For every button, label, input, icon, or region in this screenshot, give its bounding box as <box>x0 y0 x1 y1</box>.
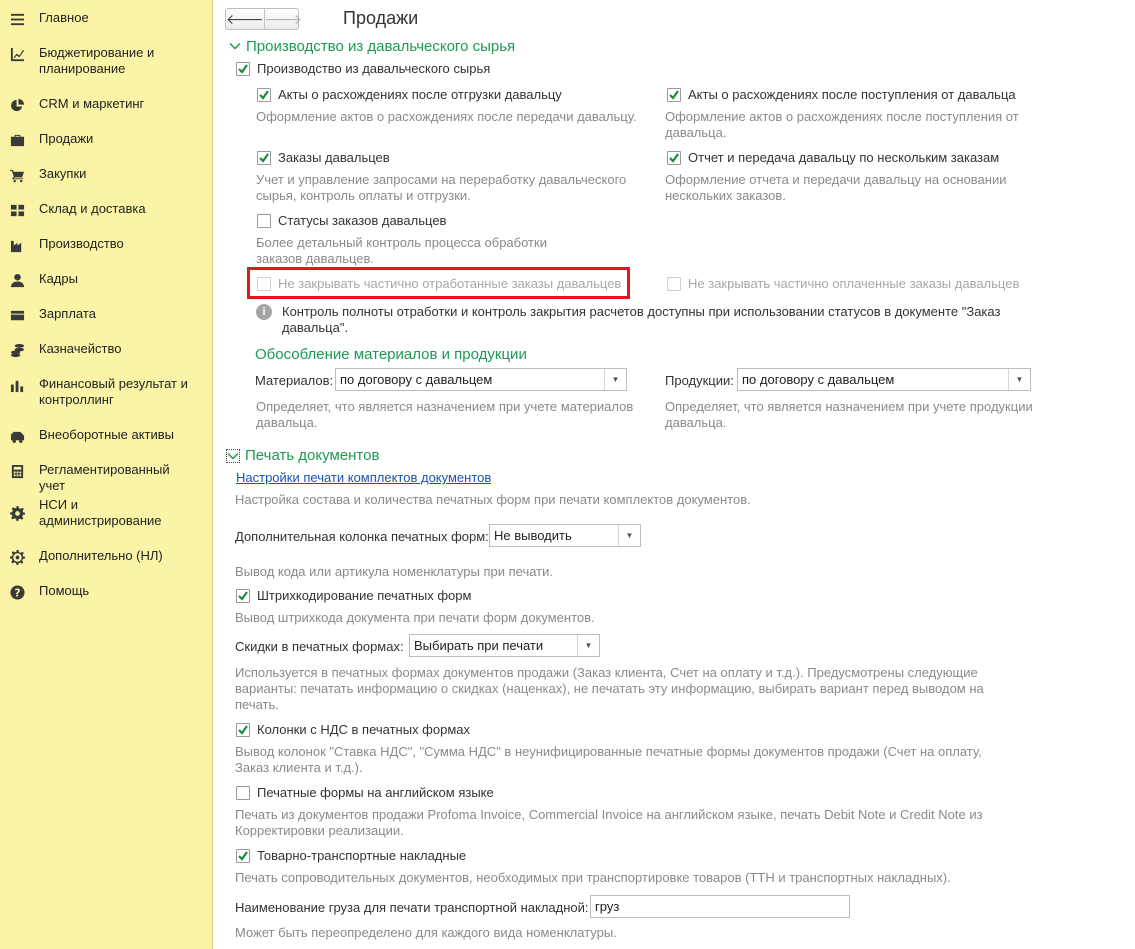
sidebar-item-label: НСИ и администрирование <box>39 497 162 528</box>
section-tolling-header[interactable] <box>229 38 515 55</box>
factory-icon <box>9 237 25 253</box>
checkbox-checked <box>236 723 250 737</box>
sidebar-item-label: Казначейство <box>39 341 122 356</box>
gear-outline-icon <box>9 549 25 565</box>
section-title: Производство из давальческого сырья <box>246 38 516 55</box>
sidebar-item-purchases[interactable] <box>0 166 212 183</box>
sidebar-item-sales[interactable] <box>0 131 212 148</box>
sidebar-item-help[interactable] <box>0 583 212 600</box>
hint-materials: Определяет, что является назначением при учете материалов давальца. <box>256 399 634 430</box>
sidebar-item-regulated[interactable] <box>0 462 212 494</box>
sidebar-item-label: Дополнительно (НЛ) <box>39 548 163 563</box>
kit-settings-link[interactable]: Настройки печати комплектов документов <box>236 470 492 485</box>
discounts-label: Скидки в печатных формах: <box>235 639 404 654</box>
checkbox-waybills[interactable]: Товарно-транспортные накладные <box>236 848 466 863</box>
wallet-icon <box>9 307 25 323</box>
sidebar-item-label: Внеоборотные активы <box>39 427 175 442</box>
cart-icon <box>9 167 25 183</box>
hint-vat-columns: Вывод колонок "Ставка НДС", "Сумма НДС" в неунифицированные печатные формы документов продажи (Счет на оплату, Заказ клиента и т.д.). <box>235 744 982 775</box>
sidebar-item-financial[interactable] <box>0 376 212 408</box>
bar-chart-icon <box>9 377 25 393</box>
coins-icon <box>9 342 25 358</box>
checkbox-no-close-processed[interactable]: Не закрывать частично отработанные заказы давальцев <box>257 276 621 291</box>
sidebar-item-warehouse[interactable] <box>0 201 212 218</box>
dropdown-arrow-icon[interactable]: ▼ <box>577 635 599 656</box>
sidebar-item-crm[interactable] <box>0 96 212 113</box>
sidebar-item-label: Производство <box>39 236 124 251</box>
help-icon <box>9 584 25 600</box>
sidebar-item-salary[interactable] <box>0 306 212 323</box>
hint-report-multi: Оформление отчета и передачи давальцу на основании нескольких заказов. <box>665 172 1007 203</box>
extra-column-label: Дополнительная колонка печатных форм: <box>235 529 489 544</box>
pie-chart-icon <box>9 97 25 113</box>
materials-label: Материалов: <box>255 373 334 388</box>
budget-chart-icon <box>9 46 25 62</box>
hint-discounts: Используется в печатных формах документов продажи (Заказ клиента, Счет на оплату и т.д.). Предусмотрены следующие варианты: печатать информацию о скидках (наценках), не печатать эту информацию, выбирать вариант перед выводом на печать. <box>235 665 984 712</box>
arrow-right-icon: 🡒 <box>264 10 303 27</box>
nav-buttons <box>225 8 303 30</box>
extra-column-select[interactable]: Не выводить ▼ <box>489 524 641 547</box>
checkbox-vat-columns[interactable]: Колонки с НДС в печатных формах <box>236 722 470 737</box>
svg-text:?: ? <box>14 586 20 599</box>
checkbox-tolling-orders[interactable]: Заказы давальцев <box>257 150 390 165</box>
sidebar-item-production[interactable] <box>0 236 212 253</box>
hint-products: Определяет, что является назначением при учете продукции давальца. <box>665 399 1033 430</box>
forward-button[interactable] <box>264 9 303 29</box>
checkbox-checked <box>667 151 681 165</box>
briefcase-icon <box>9 132 25 148</box>
sidebar-item-label: Зарплата <box>39 306 96 321</box>
section-title: Печать документов <box>245 447 380 464</box>
gear-icon <box>9 505 25 521</box>
grid-icon <box>9 202 25 218</box>
hint-english-forms: Печать из документов продажи Profoma Invoice, Commercial Invoice на английском языке, печать Debit Note и Credit Note из Корректировки реализации. <box>235 807 983 838</box>
products-select[interactable]: по договору с давальцем ▼ <box>737 368 1031 391</box>
checkbox-barcode[interactable]: Штрихкодирование печатных форм <box>236 588 471 603</box>
checkbox-report-multi[interactable]: Отчет и передача давальцу по нескольким заказам <box>667 150 999 165</box>
chevron-down-icon <box>229 39 241 51</box>
sidebar-item-label: Склад и доставка <box>39 201 146 216</box>
section-printing-header[interactable] <box>226 447 379 464</box>
dropdown-arrow-icon[interactable]: ▼ <box>604 369 626 390</box>
sidebar-item-label: Помощь <box>39 583 90 598</box>
materials-select[interactable]: по договору с давальцем ▼ <box>335 368 627 391</box>
discounts-select[interactable]: Выбирать при печати ▼ <box>409 634 600 657</box>
sidebar-item-assets[interactable] <box>0 427 212 444</box>
checkbox-disabled <box>667 277 681 291</box>
sidebar <box>0 0 213 949</box>
checkbox-acts-after-shipment[interactable]: Акты о расхождениях после отгрузки давальцу <box>257 87 562 102</box>
hint-waybills: Печать сопроводительных документов, необходимых при транспортировке товаров (ТТН и транспортных накладных). <box>235 870 951 885</box>
products-label: Продукции: <box>665 373 734 388</box>
calculator-icon <box>9 463 25 479</box>
main-content <box>213 0 1135 949</box>
sidebar-item-nsi[interactable] <box>0 497 212 529</box>
checkbox-english-forms[interactable]: Печатные формы на английском языке <box>236 785 494 800</box>
checkbox-checked <box>257 151 271 165</box>
checkbox-checked <box>236 849 250 863</box>
checkbox-unchecked <box>257 214 271 228</box>
sidebar-item-label: Кадры <box>39 271 78 286</box>
hint-cargo: Может быть переопределено для каждого вида номенклатуры. <box>235 925 617 940</box>
sidebar-item-label: Главное <box>39 10 89 25</box>
sidebar-item-label: Регламентированный учет <box>39 462 170 493</box>
sidebar-item-main[interactable] <box>0 10 212 27</box>
sidebar-item-label: Закупки <box>39 166 87 181</box>
back-button[interactable] <box>226 9 264 29</box>
sidebar-item-hr[interactable] <box>0 271 212 288</box>
sidebar-item-label: Бюджетирование и планирование <box>39 45 155 76</box>
arrow-left-icon: 🡐 <box>226 10 264 27</box>
checkbox-order-statuses[interactable]: Статусы заказов давальцев <box>257 213 446 228</box>
truck-icon <box>9 428 25 444</box>
checkbox-no-close-paid[interactable]: Не закрывать частично оплаченные заказы давальцев <box>667 276 1019 291</box>
checkbox-checked <box>257 88 271 102</box>
checkbox-acts-after-receipt[interactable]: Акты о расхождениях после поступления от давальца <box>667 87 1016 102</box>
menu-icon <box>9 11 25 27</box>
dropdown-arrow-icon[interactable]: ▼ <box>618 525 640 546</box>
hint-barcode: Вывод штрихкода документа при печати форм документов. <box>235 610 595 625</box>
hint-tolling-orders: Учет и управление запросами на переработку давальческого сырья, контроль оплаты и отгрузки. <box>256 172 627 203</box>
cargo-label: Наименование груза для печати транспортной накладной: <box>235 900 589 915</box>
sidebar-item-label: Продажи <box>39 131 94 146</box>
cargo-name-input[interactable]: груз <box>590 895 850 918</box>
page-title: Продажи <box>343 8 419 28</box>
subsection-isolation-title: Обособление материалов и продукции <box>255 346 527 363</box>
info-icon: i <box>256 304 272 320</box>
hint-order-statuses: Более детальный контроль процесса обработки заказов давальцев. <box>256 235 547 266</box>
sidebar-item-budgeting[interactable] <box>0 45 212 77</box>
sidebar-item-label: Финансовый результат и контроллинг <box>39 376 188 407</box>
sidebar-item-treasury[interactable] <box>0 341 212 358</box>
dropdown-arrow-icon[interactable]: ▼ <box>1008 369 1030 390</box>
checkbox-checked <box>667 88 681 102</box>
person-icon <box>9 272 25 288</box>
checkbox-unchecked <box>236 786 250 800</box>
hint-kit-settings: Настройка состава и количества печатных форм при печати комплектов документов. <box>235 492 751 507</box>
checkbox-tolling-production[interactable]: Производство из давальческого сырья <box>236 61 490 76</box>
chevron-down-icon <box>226 449 240 463</box>
hint-acts-after-receipt: Оформление актов о расхождениях после поступления от давальца. <box>665 109 1019 140</box>
sidebar-item-extra[interactable] <box>0 548 212 565</box>
hint-acts-after-shipment: Оформление актов о расхождениях после передачи давальцу. <box>256 109 637 124</box>
checkbox-checked <box>236 589 250 603</box>
info-note: i Контроль полноты отработки и контроль закрытия расчетов доступны при использовании статусов в документе "Заказ давальца". <box>256 304 1012 336</box>
sidebar-item-label: CRM и маркетинг <box>39 96 145 111</box>
hint-extra-column: Вывод кода или артикула номенклатуры при печати. <box>235 564 553 579</box>
checkbox-checked <box>236 62 250 76</box>
checkbox-disabled <box>257 277 271 291</box>
